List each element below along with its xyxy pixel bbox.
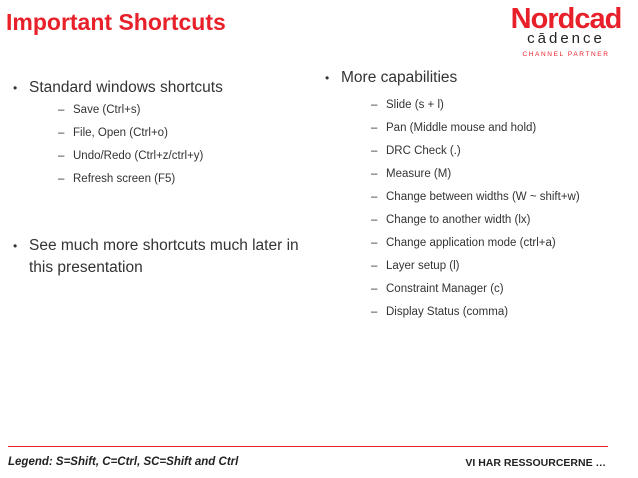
list-item-text: Slide (s + l) xyxy=(386,99,444,111)
list-item xyxy=(371,144,461,158)
nordcad-cadence-logo xyxy=(500,4,632,62)
dash-marker: – xyxy=(58,173,65,185)
list-item xyxy=(58,126,168,140)
list-item xyxy=(371,305,508,319)
bullet-standard-shortcuts xyxy=(13,77,303,99)
list-item-text: Refresh screen (F5) xyxy=(73,173,176,185)
list-item xyxy=(371,190,580,204)
list-item-text: Constraint Manager (c) xyxy=(386,283,504,295)
dash-marker: – xyxy=(371,260,378,272)
dash-marker: – xyxy=(371,168,378,180)
dash-marker: – xyxy=(371,306,378,318)
bullet-more-capabilities xyxy=(325,67,605,89)
dash-marker: – xyxy=(371,237,378,249)
list-item xyxy=(371,236,556,250)
list-item-text: Layer setup (l) xyxy=(386,260,460,272)
list-item-text: File, Open (Ctrl+o) xyxy=(73,127,168,139)
list-item xyxy=(371,259,460,273)
bullet-text: See much more shortcuts much later in this presentation xyxy=(29,237,299,276)
logo-partner-label: CHANNEL PARTNER xyxy=(522,51,610,58)
list-item-text: Change between widths (W ~ shift+w) xyxy=(386,191,580,203)
footer-legend: Legend: S=Shift, C=Ctrl, SC=Shift and Ctrl xyxy=(8,456,239,468)
list-item xyxy=(58,103,140,117)
list-item-text: Display Status (comma) xyxy=(386,306,509,318)
dash-marker: – xyxy=(371,122,378,134)
bullet-text: Standard windows shortcuts xyxy=(29,79,223,96)
list-item-text: Measure (M) xyxy=(386,168,452,180)
list-item-text: Undo/Redo (Ctrl+z/ctrl+y) xyxy=(73,150,204,162)
list-item-text: DRC Check (.) xyxy=(386,145,461,157)
list-item-text: Change to another width (lx) xyxy=(386,214,531,226)
dash-marker: – xyxy=(371,283,378,295)
dash-marker: – xyxy=(371,191,378,203)
list-item xyxy=(371,167,451,181)
logo-brand: Nordcad xyxy=(510,3,622,35)
dash-marker: – xyxy=(371,99,378,111)
footer-divider xyxy=(8,446,608,447)
list-item xyxy=(371,213,530,227)
footer-tagline: VI HAR RESSOURCERNE … xyxy=(465,457,606,469)
list-item xyxy=(371,121,536,135)
dash-marker: – xyxy=(371,145,378,157)
list-item xyxy=(58,149,203,163)
bullet-more-shortcuts-later xyxy=(13,235,313,279)
dash-marker: – xyxy=(58,127,65,139)
dash-marker: – xyxy=(58,150,65,162)
list-item-text: Pan (Middle mouse and hold) xyxy=(386,122,537,134)
list-item xyxy=(371,282,504,296)
logo-partner-brand: cādence xyxy=(527,30,605,47)
list-item-text: Change application mode (ctrl+a) xyxy=(386,237,556,249)
bullet-marker: • xyxy=(13,239,18,253)
list-item xyxy=(58,172,175,186)
bullet-marker: • xyxy=(325,71,330,85)
bullet-marker: • xyxy=(13,81,18,95)
dash-marker: – xyxy=(371,214,378,226)
list-item xyxy=(371,98,444,112)
slide-title: Important Shortcuts xyxy=(6,9,226,35)
dash-marker: – xyxy=(58,104,65,116)
bullet-text: More capabilities xyxy=(341,69,458,86)
list-item-text: Save (Ctrl+s) xyxy=(73,104,141,116)
